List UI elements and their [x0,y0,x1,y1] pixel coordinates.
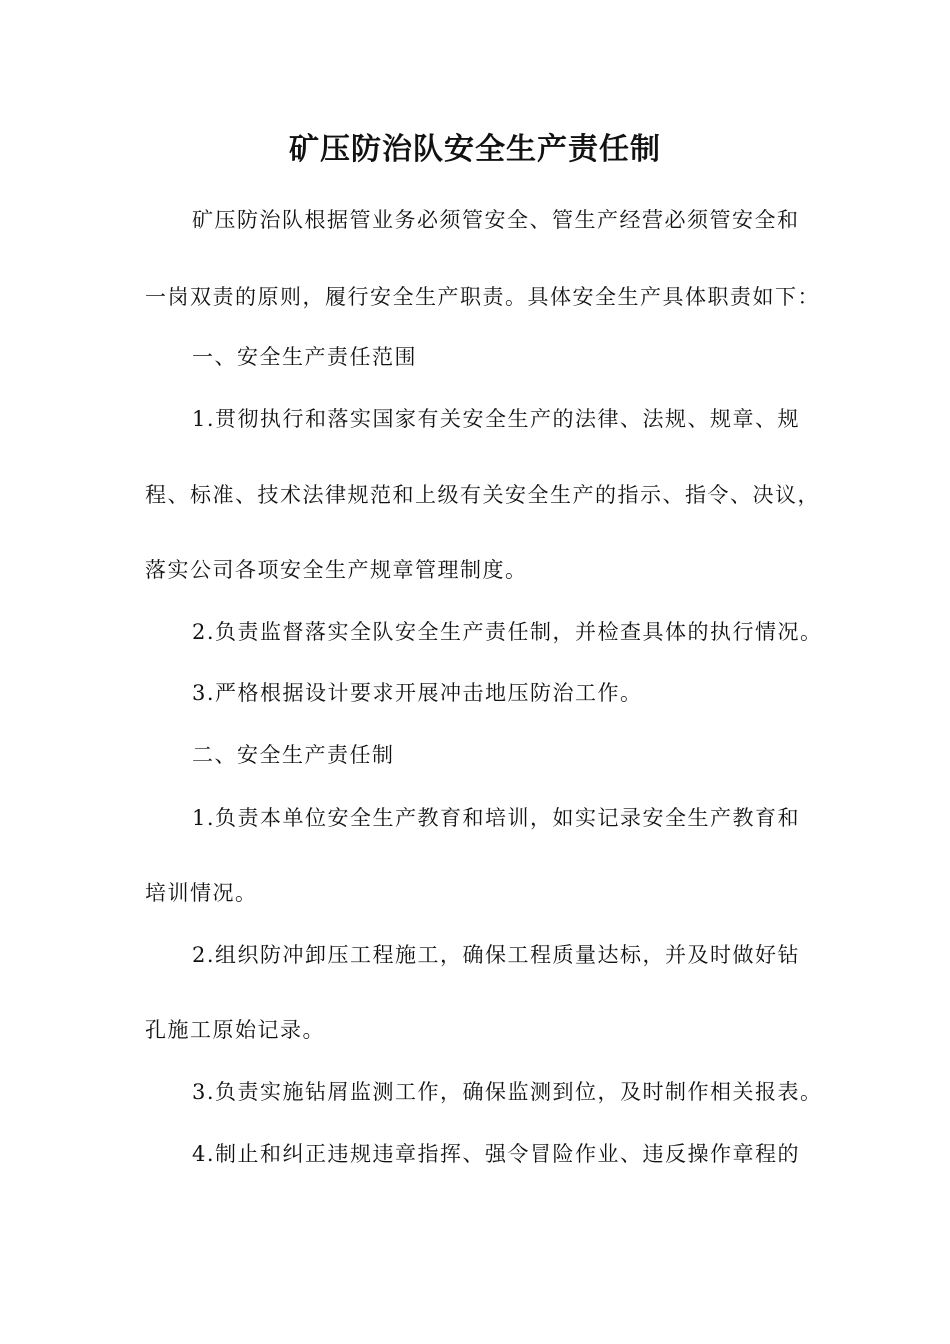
paragraph-line: 程、标准、技术法律规范和上级有关安全生产的指示、指令、决议， [145,483,820,507]
paragraph-line: 2.负责监督落实全队安全生产责任制，并检查具体的执行情况。 [192,620,823,644]
document-title: 矿压防治队安全生产责任制 [289,132,661,167]
paragraph-line: 孔施工原始记录。 [145,1018,325,1042]
paragraph-line: 2.组织防冲卸压工程施工，确保工程质量达标，并及时做好钻 [192,943,801,967]
paragraph-line: 培训情况。 [145,881,258,905]
paragraph-line: 3.严格根据设计要求开展冲击地压防治工作。 [192,681,643,705]
paragraph-line: 矿压防治队根据管业务必须管安全、管生产经营必须管安全和 [192,208,800,232]
section-heading: 一、安全生产责任范围 [192,345,417,369]
paragraph-line: 一岗双责的原则，履行安全生产职责。具体安全生产具体职责如下： [145,285,820,309]
paragraph-line: 4.制止和纠正违规违章指挥、强令冒险作业、违反操作章程的 [192,1142,801,1166]
paragraph-line: 1.贯彻执行和落实国家有关安全生产的法律、法规、规章、规 [192,407,801,431]
paragraph-line: 3.负责实施钻屑监测工作，确保监测到位，及时制作相关报表。 [192,1080,823,1104]
paragraph-line: 落实公司各项安全生产规章管理制度。 [145,558,528,582]
section-heading: 二、安全生产责任制 [192,743,395,767]
paragraph-line: 1.负责本单位安全生产教育和培训，如实记录安全生产教育和 [192,806,801,830]
